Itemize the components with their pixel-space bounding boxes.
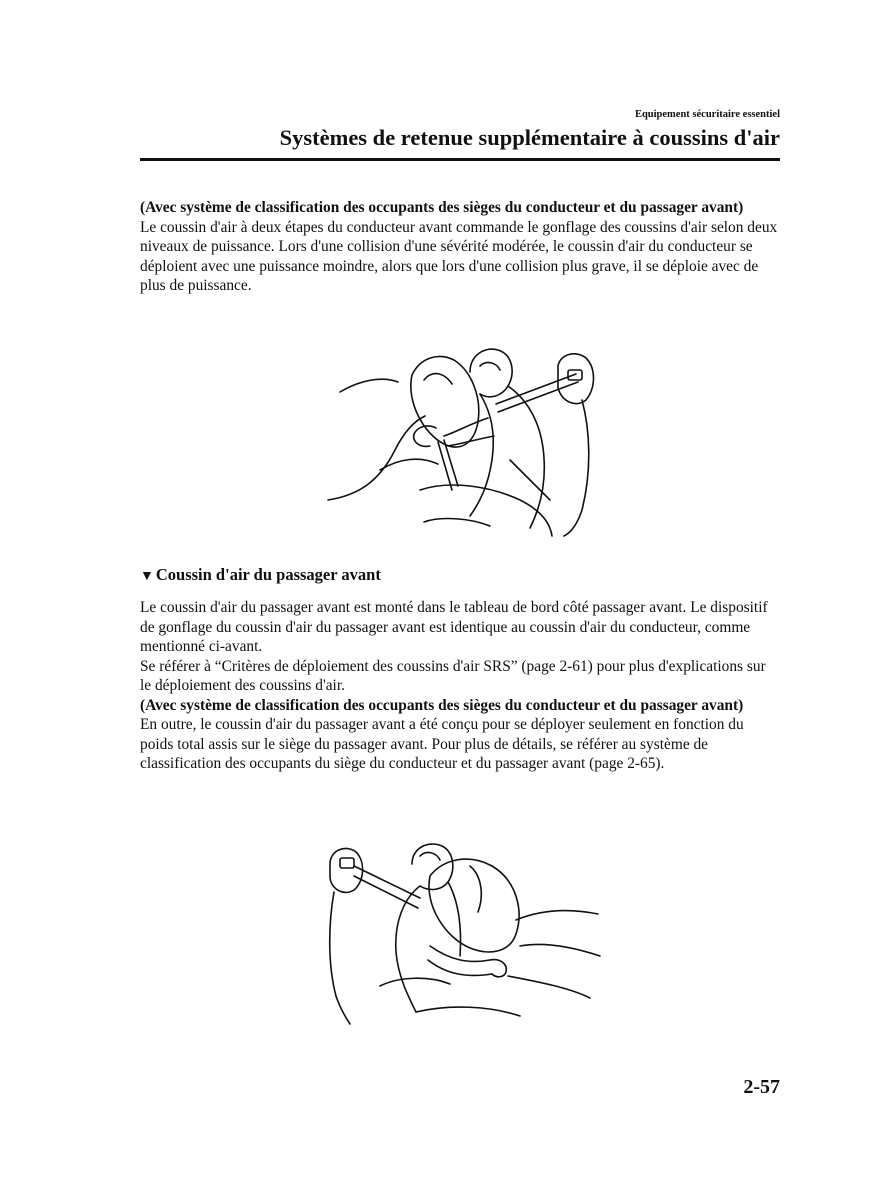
passenger-airbag-illustration (320, 836, 610, 1028)
passenger-heading-text: Coussin d'air du passager avant (155, 565, 381, 584)
driver-paragraph: Le coussin d'air à deux étapes du conducteur avant commande le gonflage des coussins d'air selon deux niveaux de puissance. Lors d'une collision d'une sévérité modérée, le coussin d'air du conducteur se déploient avec une puissance moindre, alors que lors d'une collision plus grave, il se déploie avec de plus de puissance. (140, 218, 778, 294)
passenger-paragraph-1: Le coussin d'air du passager avant est monté dans le tableau de bord côté passager avant. Le dispositif de gonflage du coussin d'air du passager avant est identique au coussin d'air du conducteur, comme mentionné ci-avant. (140, 599, 768, 655)
driver-airbag-section (140, 198, 780, 296)
passenger-note-heading: (Avec système de classification des occupants des sièges du conducteur et du passager avant) (140, 696, 744, 714)
passenger-paragraph-2: Se référer à “Critères de déploiement des coussins d'air SRS” (page 2-61) pour plus d'explications sur le déploiement des coussins d'air. (140, 657, 766, 694)
running-header (140, 108, 780, 153)
driver-note-heading: (Avec système de classification des occupants des sièges du conducteur et du passager avant) (140, 199, 744, 216)
page-title: Systèmes de retenue supplémentaire à coussins d'air (279, 125, 780, 150)
header-rule (140, 158, 780, 161)
driver-airbag-illustration (320, 340, 610, 540)
passenger-airbag-section (140, 598, 780, 774)
passenger-airbag-heading (140, 565, 381, 587)
triangle-marker-icon: ▼ (140, 569, 154, 584)
passenger-paragraph-3: En outre, le coussin d'air du passager avant a été conçu pour se déployer seulement en fonction du poids total assis sur le siège du passager avant. Pour plus de détails, se référer au système de classification des occupants du siège du conducteur et du passager avant (page 2-65). (140, 716, 744, 772)
section-label: Equipement sécuritaire essentiel (634, 109, 780, 120)
page-number: 2-57 (743, 1076, 780, 1098)
